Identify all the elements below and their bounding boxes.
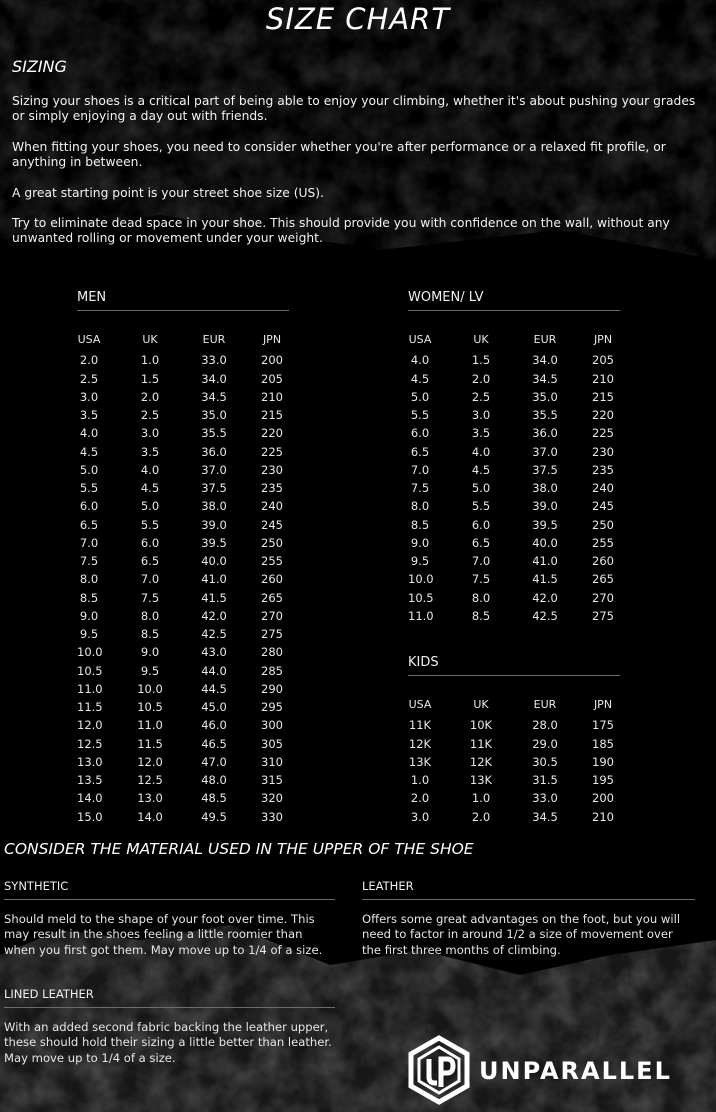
table-row (77, 534, 294, 552)
table-cell: 41.5 (201, 590, 227, 605)
table-row (408, 370, 625, 388)
column-header: EUR (202, 332, 226, 346)
table-row (77, 516, 294, 534)
women-table-title: WOMEN/ LV (408, 290, 620, 311)
table-row (408, 716, 625, 734)
column-header: EUR (533, 697, 557, 711)
table-cell: 37.5 (201, 481, 227, 496)
table-cell: 2.0 (471, 371, 491, 386)
table-cell: 5.0 (140, 499, 160, 514)
table-cell: 2.5 (79, 371, 99, 386)
table-cell: 11.5 (77, 700, 103, 715)
table-cell: 40.0 (532, 535, 558, 550)
table-cell: 225 (592, 426, 614, 441)
table-row (408, 424, 625, 442)
table-cell: 5.5 (79, 481, 99, 496)
brand-name: UNPARALLEL (479, 1057, 672, 1085)
table-cell: 46.0 (201, 718, 227, 733)
women-table-header-row (408, 330, 625, 348)
table-cell: 36.0 (201, 444, 227, 459)
table-cell: 7.0 (140, 572, 160, 587)
sizing-paragraph-3: A great starting point is your street shoe size (US). (12, 185, 325, 200)
table-cell: 34.5 (532, 809, 558, 824)
table-row (408, 534, 625, 552)
table-cell: 28.0 (532, 718, 558, 733)
table-cell: 1.0 (410, 773, 430, 788)
table-cell: 6.0 (140, 535, 160, 550)
table-cell: 29.0 (532, 736, 558, 751)
women-size-table (408, 290, 625, 625)
table-cell: 12K (408, 736, 432, 751)
table-cell: 8.5 (140, 627, 160, 642)
table-cell: 8.5 (471, 608, 491, 623)
table-cell: 270 (592, 590, 614, 605)
table-cell: 7.5 (471, 572, 491, 587)
table-cell: 38.0 (532, 481, 558, 496)
table-cell: 34.5 (201, 389, 227, 404)
table-cell: 5.5 (471, 499, 491, 514)
table-cell: 215 (592, 389, 614, 404)
table-cell: 8.5 (410, 517, 430, 532)
column-header: JPN (593, 697, 613, 711)
table-cell: 40.0 (201, 554, 227, 569)
table-cell: 4.5 (79, 444, 99, 459)
table-cell: 49.5 (201, 809, 227, 824)
table-cell: 10K (469, 718, 493, 733)
table-cell: 3.5 (471, 426, 491, 441)
page-title: SIZE CHART (265, 2, 451, 36)
table-row (408, 351, 625, 369)
table-cell: 300 (261, 718, 283, 733)
table-cell: 9.5 (410, 554, 430, 569)
table-cell: 195 (592, 773, 614, 788)
table-cell: 37.0 (201, 462, 227, 477)
table-cell: 240 (261, 499, 283, 514)
table-cell: 250 (592, 517, 614, 532)
table-row (408, 789, 625, 807)
table-cell: 2.0 (140, 389, 160, 404)
table-cell: 39.0 (532, 499, 558, 514)
table-cell: 2.0 (471, 809, 491, 824)
table-cell: 13K (469, 773, 493, 788)
table-cell: 320 (261, 791, 283, 806)
table-cell: 4.0 (410, 353, 430, 368)
table-cell: 255 (592, 535, 614, 550)
table-cell: 260 (592, 554, 614, 569)
table-cell: 330 (261, 809, 283, 824)
table-cell: 7.5 (140, 590, 160, 605)
table-cell: 42.0 (532, 590, 558, 605)
table-cell: 35.5 (532, 408, 558, 423)
table-row (77, 424, 294, 442)
table-cell: 12.5 (137, 773, 163, 788)
table-cell: 3.5 (79, 408, 99, 423)
table-cell: 9.0 (410, 535, 430, 550)
table-cell: 5.5 (140, 517, 160, 532)
table-cell: 37.0 (532, 444, 558, 459)
table-cell: 2.5 (471, 389, 491, 404)
table-cell: 275 (592, 608, 614, 623)
table-row (77, 497, 294, 515)
table-row (77, 680, 294, 698)
table-row (77, 589, 294, 607)
table-row (408, 552, 625, 570)
table-row (77, 643, 294, 661)
table-cell: 270 (261, 608, 283, 623)
table-cell: 41.0 (201, 572, 227, 587)
table-cell: 3.0 (410, 809, 430, 824)
table-cell: 6.0 (79, 499, 99, 514)
table-cell: 4.5 (410, 371, 430, 386)
table-cell: 4.0 (471, 444, 491, 459)
table-row (77, 461, 294, 479)
table-row (77, 808, 294, 826)
sizing-paragraph-2: When fitting your shoes, you need to consider whether you're after performance or a relaxed fit profile, or anything in between. (12, 139, 666, 170)
table-cell: 1.0 (140, 353, 160, 368)
table-cell: 35.5 (201, 426, 227, 441)
table-cell: 14.0 (137, 809, 163, 824)
table-row (408, 570, 625, 588)
table-cell: 6.5 (410, 444, 430, 459)
table-cell: 7.0 (79, 535, 99, 550)
leather-section (362, 879, 695, 958)
table-cell: 7.5 (410, 481, 430, 496)
column-header: UK (473, 697, 489, 711)
table-row (77, 753, 294, 771)
table-cell: 13K (408, 754, 432, 769)
table-row (77, 662, 294, 680)
table-cell: 36.0 (532, 426, 558, 441)
table-row (408, 388, 625, 406)
table-cell: 240 (592, 481, 614, 496)
column-header: UK (473, 332, 489, 346)
table-cell: 175 (592, 718, 614, 733)
table-row (408, 479, 625, 497)
table-cell: 4.5 (140, 481, 160, 496)
column-header: EUR (533, 332, 557, 346)
table-row (408, 406, 625, 424)
table-cell: 245 (261, 517, 283, 532)
synthetic-section (4, 879, 335, 958)
table-cell: 33.0 (201, 353, 227, 368)
table-cell: 8.0 (410, 499, 430, 514)
table-cell: 210 (592, 371, 614, 386)
table-cell: 9.5 (79, 627, 99, 642)
kids-table-header-row (408, 695, 625, 713)
table-row (408, 607, 625, 625)
table-cell: 48.0 (201, 773, 227, 788)
table-cell: 44.5 (201, 681, 227, 696)
table-cell: 44.0 (201, 663, 227, 678)
table-cell: 260 (261, 572, 283, 587)
table-cell: 11.0 (77, 681, 103, 696)
table-cell: 4.5 (471, 462, 491, 477)
table-row (77, 698, 294, 716)
men-table-title: MEN (77, 290, 289, 311)
table-cell: 8.0 (471, 590, 491, 605)
table-cell: 10.0 (137, 681, 163, 696)
table-cell: 11.5 (137, 736, 163, 751)
table-cell: 6.0 (471, 517, 491, 532)
table-row (408, 808, 625, 826)
table-row (408, 443, 625, 461)
table-cell: 210 (261, 389, 283, 404)
table-cell: 190 (592, 754, 614, 769)
table-cell: 46.5 (201, 736, 227, 751)
table-cell: 220 (592, 408, 614, 423)
table-cell: 7.0 (410, 462, 430, 477)
table-cell: 235 (592, 462, 614, 477)
table-cell: 9.0 (79, 608, 99, 623)
table-cell: 39.5 (532, 517, 558, 532)
table-cell: 200 (261, 353, 283, 368)
table-cell: 205 (261, 371, 283, 386)
table-cell: 34.0 (532, 353, 558, 368)
table-row (408, 516, 625, 534)
synthetic-text: Should meld to the shape of your foot over time. This may result in the shoes feeling a little roomier than when you first got them. May move up to 1/4 of a size. (4, 912, 323, 957)
table-cell: 8.0 (140, 608, 160, 623)
men-table-header-row (77, 330, 294, 348)
table-cell: 205 (592, 353, 614, 368)
table-cell: 34.0 (201, 371, 227, 386)
table-cell: 1.5 (140, 371, 160, 386)
table-cell: 225 (261, 444, 283, 459)
table-cell: 35.0 (201, 408, 227, 423)
table-cell: 11.0 (137, 718, 163, 733)
table-cell: 12.0 (137, 754, 163, 769)
table-cell: 255 (261, 554, 283, 569)
table-cell: 39.0 (201, 517, 227, 532)
table-cell: 13.5 (77, 773, 103, 788)
sizing-paragraph-4: Try to eliminate dead space in your shoe. This should provide you with confidence on the wall, without any unwanted rolling or movement under your weight. (12, 216, 670, 246)
table-cell: 210 (592, 809, 614, 824)
leather-text: Offers some great advantages on the foot, but you will need to factor in around 1/2 a size of movement over the first three months of climbing. (362, 912, 681, 957)
table-cell: 5.0 (471, 481, 491, 496)
table-cell: 5.5 (410, 408, 430, 423)
table-cell: 12.5 (77, 736, 103, 751)
column-header: USA (408, 697, 432, 711)
table-cell: 15.0 (77, 809, 103, 824)
table-cell: 5.0 (79, 462, 99, 477)
table-cell: 220 (261, 426, 283, 441)
table-cell: 12.0 (77, 718, 103, 733)
table-cell: 6.0 (410, 426, 430, 441)
table-cell: 11K (469, 736, 493, 751)
table-cell: 5.0 (410, 389, 430, 404)
table-cell: 31.5 (532, 773, 558, 788)
table-row (77, 607, 294, 625)
table-cell: 10.5 (137, 700, 163, 715)
table-cell: 315 (261, 773, 283, 788)
table-cell: 42.5 (201, 627, 227, 642)
table-cell: 39.5 (201, 535, 227, 550)
table-row (408, 771, 625, 789)
table-cell: 265 (592, 572, 614, 587)
table-cell: 265 (261, 590, 283, 605)
up-hexagon-logo-icon (407, 1035, 471, 1105)
table-row (77, 570, 294, 588)
lined-leather-title: LINED LEATHER (4, 987, 335, 1008)
table-cell: 200 (592, 791, 614, 806)
table-cell: 310 (261, 754, 283, 769)
table-cell: 7.0 (471, 554, 491, 569)
table-row (77, 406, 294, 424)
kids-table-title: KIDS (408, 655, 620, 676)
lined-leather-section (4, 987, 335, 1066)
table-row (77, 552, 294, 570)
table-cell: 280 (261, 645, 283, 660)
table-row (77, 716, 294, 734)
table-row (408, 497, 625, 515)
table-cell: 3.5 (140, 444, 160, 459)
table-cell: 305 (261, 736, 283, 751)
table-row (408, 461, 625, 479)
table-cell: 33.0 (532, 791, 558, 806)
column-header: UK (142, 332, 158, 346)
sizing-heading: SIZING (12, 57, 67, 76)
table-cell: 37.5 (532, 462, 558, 477)
table-cell: 250 (261, 535, 283, 550)
table-cell: 7.5 (79, 554, 99, 569)
table-cell: 3.0 (79, 389, 99, 404)
table-cell: 4.0 (79, 426, 99, 441)
table-cell: 1.0 (471, 791, 491, 806)
table-cell: 6.5 (140, 554, 160, 569)
table-row (408, 753, 625, 771)
table-cell: 12K (469, 754, 493, 769)
table-cell: 41.0 (532, 554, 558, 569)
synthetic-title: SYNTHETIC (4, 879, 335, 900)
table-cell: 43.0 (201, 645, 227, 660)
table-cell: 42.5 (532, 608, 558, 623)
lined-leather-text: With an added second fabric backing the leather upper, these should hold their sizing a little better than leather. May move up to 1/4 of a size. (4, 1020, 332, 1065)
table-cell: 42.0 (201, 608, 227, 623)
table-cell: 11.0 (408, 608, 434, 623)
table-cell: 13.0 (77, 754, 103, 769)
table-cell: 34.5 (532, 371, 558, 386)
table-cell: 6.5 (471, 535, 491, 550)
table-cell: 8.5 (79, 590, 99, 605)
leather-title: LEATHER (362, 879, 695, 900)
table-cell: 9.5 (140, 663, 160, 678)
brand-logo (407, 1035, 697, 1105)
table-cell: 10.0 (77, 645, 103, 660)
table-row (77, 625, 294, 643)
table-row (77, 789, 294, 807)
table-cell: 290 (261, 681, 283, 696)
table-cell: 2.0 (410, 791, 430, 806)
table-row (77, 351, 294, 369)
men-size-table (77, 290, 294, 826)
table-cell: 47.0 (201, 754, 227, 769)
table-cell: 30.5 (532, 754, 558, 769)
table-cell: 13.0 (137, 791, 163, 806)
table-row (77, 370, 294, 388)
table-cell: 11K (408, 718, 432, 733)
table-cell: 10.5 (408, 590, 434, 605)
table-cell: 215 (261, 408, 283, 423)
table-cell: 3.0 (471, 408, 491, 423)
column-header: USA (77, 332, 101, 346)
table-row (77, 771, 294, 789)
table-row (408, 589, 625, 607)
table-cell: 9.0 (140, 645, 160, 660)
table-cell: 14.0 (77, 791, 103, 806)
table-row (408, 735, 625, 753)
sizing-intro (12, 94, 708, 262)
table-row (77, 443, 294, 461)
table-cell: 45.0 (201, 700, 227, 715)
table-row (77, 388, 294, 406)
table-cell: 1.5 (471, 353, 491, 368)
table-cell: 6.5 (79, 517, 99, 532)
table-cell: 3.0 (140, 426, 160, 441)
material-heading: CONSIDER THE MATERIAL USED IN THE UPPER OF THE SHOE (4, 840, 474, 858)
sizing-paragraph-1: Sizing your shoes is a critical part of being able to enjoy your climbing, whether it's about pushing your grades or simply enjoying a day out with friends. (12, 94, 696, 124)
table-cell: 41.5 (532, 572, 558, 587)
table-cell: 185 (592, 736, 614, 751)
table-cell: 2.0 (79, 353, 99, 368)
table-cell: 4.0 (140, 462, 160, 477)
table-cell: 10.5 (77, 663, 103, 678)
table-cell: 48.5 (201, 791, 227, 806)
table-cell: 2.5 (140, 408, 160, 423)
table-row (77, 479, 294, 497)
column-header: JPN (593, 332, 613, 346)
table-cell: 10.0 (408, 572, 434, 587)
column-header: USA (408, 332, 432, 346)
table-cell: 245 (592, 499, 614, 514)
table-row (77, 735, 294, 753)
kids-size-table (408, 655, 625, 826)
table-cell: 235 (261, 481, 283, 496)
table-cell: 285 (261, 663, 283, 678)
table-cell: 230 (592, 444, 614, 459)
table-cell: 295 (261, 700, 283, 715)
table-cell: 275 (261, 627, 283, 642)
table-cell: 38.0 (201, 499, 227, 514)
table-cell: 35.0 (532, 389, 558, 404)
column-header: JPN (262, 332, 282, 346)
table-cell: 8.0 (79, 572, 99, 587)
table-cell: 230 (261, 462, 283, 477)
